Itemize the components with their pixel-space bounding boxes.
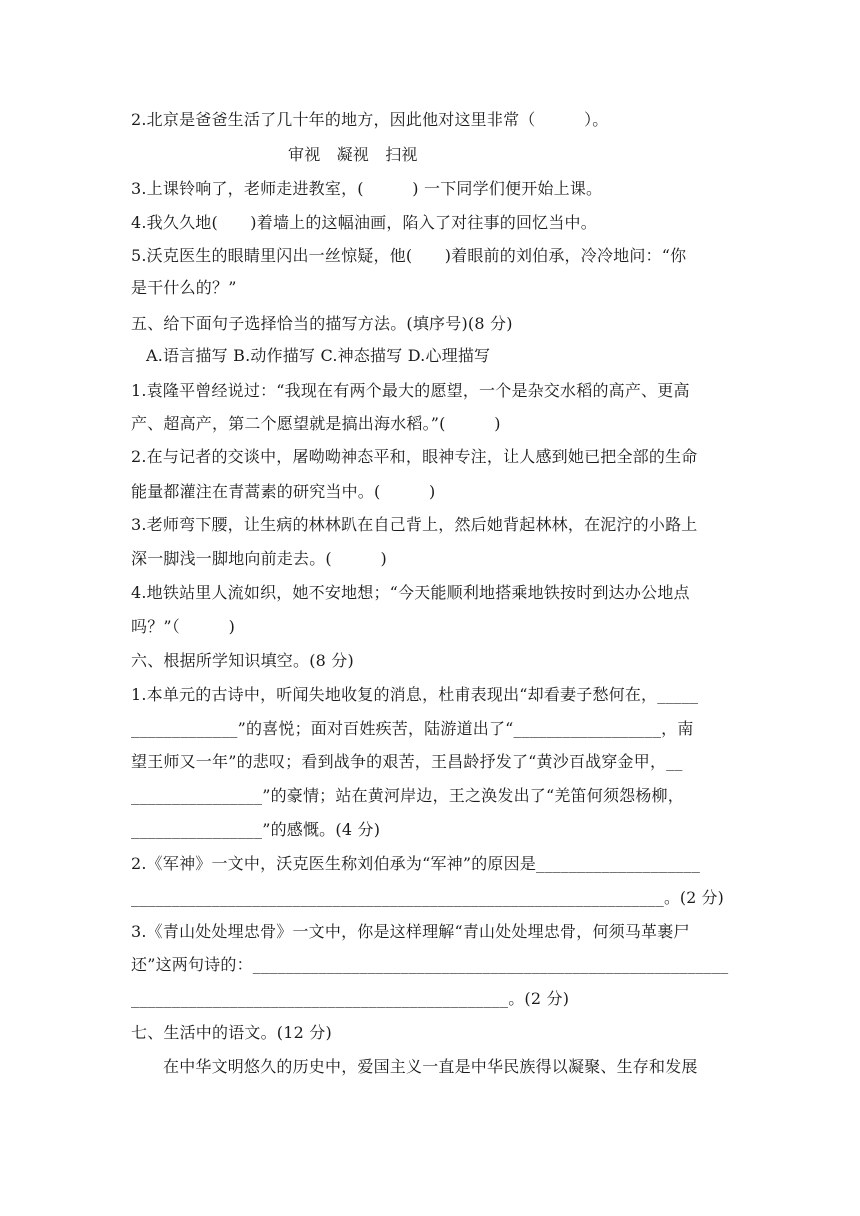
question-5-line-2: 是干什么的？” [131,278,237,297]
s6-question-2-line-1: 2.《军神》一文中，沃克医生称刘伯承为“军神”的原因是____________________ [131,854,701,873]
section-5-heading: 五、给下面句子选择恰当的描写方法。(填序号)(8 分) [131,314,513,333]
question-2-line: 2.北京是爸爸生活了几十年的地方，因此他对这里非常（ ）。 [131,110,609,129]
s5-question-4-line-2: 吗？”（ ) [131,617,236,636]
s6-question-1-line-5: ________________”的感慨。(4 分) [131,820,381,839]
s5-question-2-line-1: 2.在与记者的交谈中，屠呦呦神态平和，眼神专注，让人感到她已把全部的生命 [131,447,698,466]
s5-question-3-line-2: 深一脚浅一脚地向前走去。( ) [131,549,387,568]
question-4-line: 4.我久久地( )着墙上的这幅油画，陷入了对往事的回忆当中。 [131,213,597,232]
s6-question-3-line-1: 3.《青山处处埋忠骨》一文中，你是这样理解“青山处处埋忠骨，何须马革裹尸 [131,922,690,941]
s6-question-2-line-2: __________________________________________________________________。(2 分) [131,888,724,907]
s5-question-3-line-1: 3.老师弯下腰，让生病的林林趴在自己背上，然后她背起林林，在泥泞的小路上 [131,515,698,534]
s6-question-1-line-1: 1.本单元的古诗中，听闻失地收复的消息，杜甫表现出“却看妻子愁何在，_____ [131,685,699,704]
section-7-heading: 七、生活中的语文。(12 分) [131,1023,332,1042]
description-options: A.语言描写 B.动作描写 C.神态描写 D.心理描写 [146,346,491,365]
s5-question-4-line-1: 4.地铁站里人流如织，她不安地想；“今天能顺利地搭乘地铁按时到达办公地点 [131,583,690,602]
s5-question-1-line-2: 产、超高产，第二个愿望就是搞出海水稻。”( ) [131,414,501,433]
s6-question-1-line-2: _____________”的喜悦；面对百姓疾苦，陆游道出了“__________________，南 [131,719,694,738]
section-6-heading: 六、根据所学知识填空。(8 分) [131,651,354,670]
s5-question-1-line-1: 1.袁隆平曾经说过：“我现在有两个最大的愿望，一个是杂交水稻的高产、更高 [131,381,690,400]
passage-line-1: 在中华文明悠久的历史中，爱国主义一直是中华民族得以凝聚、生存和发展 [163,1057,698,1076]
question-3-line: 3.上课铃响了，老师走进教室，( ) 一下同学们便开始上课。 [131,179,603,198]
word-choices: 审视 凝视 扫视 [288,145,418,164]
s6-question-3-line-2: 还”这两句诗的：__________________________________________________________ [131,955,729,974]
s6-question-1-line-3: 望王师又一年”的悲叹；看到战争的艰苦，王昌龄抒发了“黄沙百战穿金甲，__ [131,752,683,771]
s5-question-2-line-2: 能量都灌注在青蒿素的研究当中。( ) [131,482,436,501]
question-5-line-1: 5.沃克医生的眼睛里闪出一丝惊疑，他( )着眼前的刘伯承，冷冷地问：“你 [131,246,687,265]
s6-question-1-line-4: ________________”的豪情；站在黄河岸边，王之涣发出了“羌笛何须怨杨柳， [131,786,684,805]
s6-question-3-line-3: ______________________________________________。(2 分) [131,989,570,1008]
